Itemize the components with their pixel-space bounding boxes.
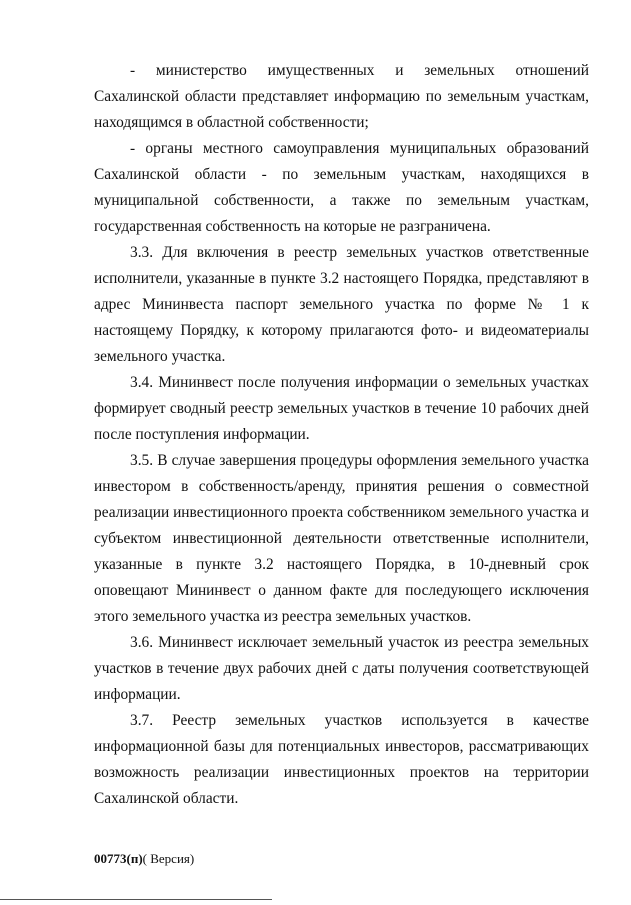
paragraph-3-6: 3.6. Мининвест исключает земельный участок из реестра земельных участков в течение двух рабочих дней с даты получения соответствующей информации. [94, 634, 589, 703]
document-version: ( Версия) [142, 851, 195, 866]
paragraph-3-4: 3.4. Мининвест после получения информации о земельных участках формирует сводный реестр земельных участков в течение 10 рабочих дней после поступления информации. [94, 374, 589, 443]
paragraph-local-authorities: - органы местного самоуправления муниципальных образований Сахалинской области - по земельным участкам, находящихся в муниципальной собственности, а также по земельным участкам, государственная собственность на которые не разграничена. [94, 140, 589, 235]
paragraph-3-7: 3.7. Реестр земельных участков используется в качестве информационной базы для потенциальных инвесторов, рассматривающих возможность реализации инвестиционных проектов на территории Сахалинской области. [94, 712, 589, 807]
bottom-rule [0, 899, 272, 900]
document-body [94, 58, 589, 812]
document-code: 00773(п) [94, 851, 143, 866]
document-footer [94, 851, 194, 867]
paragraph-3-5: 3.5. В случае завершения процедуры оформления земельного участка инвестором в собственность/аренду, принятия решения о совместной реализации инвестиционного проекта собственником земельного участка и субъектом инвестиционной деятельности ответственные исполнители, указанные в пункте 3.2 настоящего Порядка, в 10-дневный срок оповещают Мининвест о данном факте для последующего исключения этого земельного участка из реестра земельных участков. [94, 452, 589, 625]
paragraph-3-3: 3.3. Для включения в реестр земельных участков ответственные исполнители, указанные в пункте 3.2 настоящего Порядка, представляют в адрес Мининвеста паспорт земельного участка по форме № 1 к настоящему Порядку, к которому прилагаются фото- и видеоматериалы земельного участка. [94, 244, 589, 365]
paragraph-ministry: - министерство имущественных и земельных отношений Сахалинской области представляет информацию по земельным участкам, находящимся в областной собственности; [94, 62, 589, 131]
